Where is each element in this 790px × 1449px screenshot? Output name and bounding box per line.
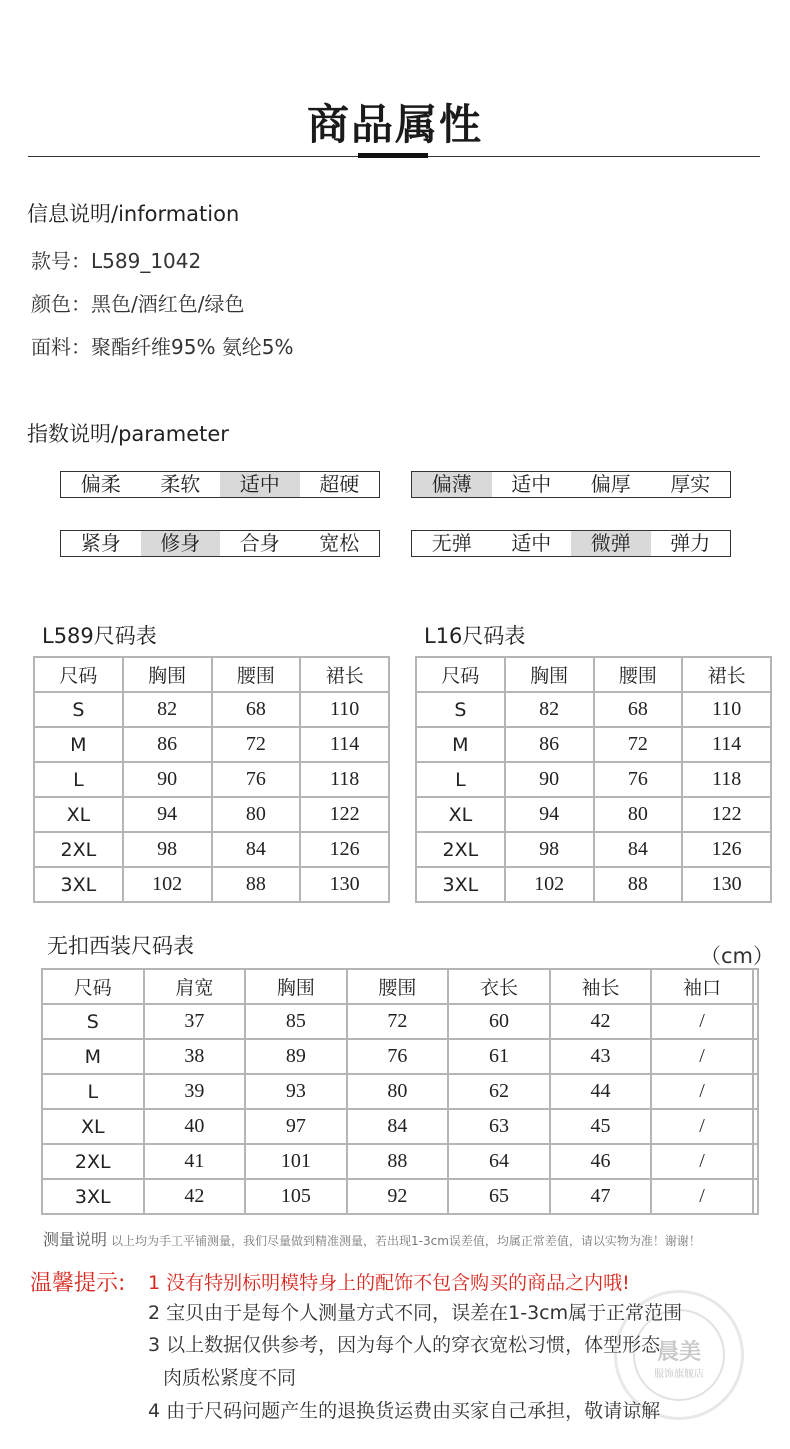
tip-item: 3 以上数据仅供参考，因为每个人的穿衣宽松习惯，体型形态 — [148, 1334, 661, 1356]
table-cell: 102 — [123, 867, 212, 902]
table-cell: 130 — [300, 867, 389, 902]
size-cell: 2XL — [42, 1144, 144, 1179]
table-row — [416, 727, 771, 762]
table-row — [42, 1004, 758, 1039]
header-cell — [753, 969, 758, 1004]
table-cell: 40 — [144, 1109, 246, 1144]
table-cell: 114 — [300, 727, 389, 762]
fit-option: 修身 — [141, 531, 221, 556]
size-cell: M — [42, 1039, 144, 1074]
table-cell: / — [651, 1074, 753, 1109]
table-cell: 80 — [347, 1074, 449, 1109]
table-cell: 84 — [212, 832, 301, 867]
table-header-row — [416, 657, 771, 692]
table-row — [34, 692, 389, 727]
table-cell — [753, 1144, 758, 1179]
table-cell: 94 — [123, 797, 212, 832]
table-cell: / — [651, 1109, 753, 1144]
thickness-option: 适中 — [511, 472, 552, 496]
tip-item: 肉质松紧度不同 — [163, 1367, 297, 1389]
table-cell: 76 — [347, 1039, 449, 1074]
table-cell: 43 — [550, 1039, 652, 1074]
table-row — [42, 1144, 758, 1179]
tips-label: 温馨提示: — [30, 1271, 126, 1296]
table-cell — [753, 1179, 758, 1214]
header-cell: 裙长 — [300, 657, 389, 692]
table-cell: / — [651, 1144, 753, 1179]
header-cell: 袖长 — [550, 969, 652, 1004]
table-row — [42, 1109, 758, 1144]
table-cell: 80 — [594, 797, 683, 832]
table-cell: 42 — [144, 1179, 246, 1214]
table-row — [416, 692, 771, 727]
suit-table-title: 无扣西装尺码表 — [47, 934, 194, 958]
table-cell: 114 — [682, 727, 771, 762]
table-cell: 110 — [300, 692, 389, 727]
elasticity-option: 适中 — [511, 531, 552, 555]
thickness-option: 厚实 — [670, 472, 711, 496]
color-options: 颜色：黑色/酒红色/绿色 — [31, 292, 245, 316]
size-cell: L — [416, 762, 505, 797]
size-cell: 3XL — [416, 867, 505, 902]
table-row — [42, 1179, 758, 1214]
table-cell: 122 — [300, 797, 389, 832]
stamp-subtitle: 服饰旗舰店 — [654, 1369, 704, 1380]
table-row — [416, 797, 771, 832]
table-cell: 82 — [123, 692, 212, 727]
fit-scale — [60, 530, 380, 557]
table-cell: 105 — [245, 1179, 347, 1214]
table-cell: 126 — [300, 832, 389, 867]
table-cell: 41 — [144, 1144, 246, 1179]
table-cell: 92 — [347, 1179, 449, 1214]
size-cell: 2XL — [34, 832, 123, 867]
size-cell: 3XL — [42, 1179, 144, 1214]
softness-option: 适中 — [220, 472, 300, 497]
table-cell: 86 — [505, 727, 594, 762]
softness-option: 偏柔 — [80, 472, 121, 496]
header-cell: 肩宽 — [144, 969, 246, 1004]
l16-size-table — [415, 656, 772, 903]
table-cell: 84 — [594, 832, 683, 867]
size-cell: XL — [416, 797, 505, 832]
size-cell: XL — [34, 797, 123, 832]
measurement-text: 以上均为手工平铺测量，我们尽量做到精准测量，若出现1-3cm误差值，均属正常差值，请以实物为准！谢谢！ — [111, 1234, 701, 1248]
table-row — [416, 832, 771, 867]
table-row — [42, 1039, 758, 1074]
table-cell: 44 — [550, 1074, 652, 1109]
table-cell: 61 — [448, 1039, 550, 1074]
l16-table-title: L16尺码表 — [424, 624, 526, 648]
header-cell: 腰围 — [594, 657, 683, 692]
table-cell: 85 — [245, 1004, 347, 1039]
table-cell: 101 — [245, 1144, 347, 1179]
table-cell: 72 — [212, 727, 301, 762]
table-cell — [753, 1039, 758, 1074]
l589-table-title: L589尺码表 — [42, 624, 157, 648]
title-accent-bar — [358, 153, 428, 158]
table-cell: 90 — [505, 762, 594, 797]
table-cell: 64 — [448, 1144, 550, 1179]
table-row — [416, 762, 771, 797]
size-cell: L — [34, 762, 123, 797]
tip-item: 2 宝贝由于是每个人测量方式不同，误差在1-3cm属于正常范围 — [148, 1302, 683, 1324]
header-cell: 胸围 — [505, 657, 594, 692]
table-cell: 68 — [594, 692, 683, 727]
thickness-option: 偏薄 — [412, 472, 492, 497]
table-cell: 37 — [144, 1004, 246, 1039]
elasticity-option: 无弹 — [431, 531, 472, 555]
elasticity-scale — [411, 530, 731, 557]
table-row — [34, 867, 389, 902]
size-cell: M — [34, 727, 123, 762]
header-cell: 袖口 — [651, 969, 753, 1004]
size-cell: M — [416, 727, 505, 762]
tip-item: 1 没有特别标明模特身上的配饰不包含购买的商品之内哦! — [148, 1272, 630, 1294]
table-cell: 76 — [212, 762, 301, 797]
table-cell: 88 — [347, 1144, 449, 1179]
l589-size-table — [33, 656, 390, 903]
header-cell: 尺码 — [416, 657, 505, 692]
header-cell: 裙长 — [682, 657, 771, 692]
softness-scale — [60, 471, 380, 498]
table-cell: 39 — [144, 1074, 246, 1109]
fit-option: 宽松 — [319, 531, 360, 555]
fit-option: 合身 — [239, 531, 280, 555]
softness-option: 超硬 — [319, 472, 360, 496]
table-cell: 60 — [448, 1004, 550, 1039]
header-cell: 胸围 — [123, 657, 212, 692]
fit-option: 紧身 — [80, 531, 121, 555]
header-cell: 腰围 — [347, 969, 449, 1004]
table-cell: 122 — [682, 797, 771, 832]
table-cell — [753, 1074, 758, 1109]
tip-item: 4 由于尺码问题产生的退换货运费由买家自己承担，敬请谅解 — [148, 1400, 661, 1422]
table-row — [34, 832, 389, 867]
size-cell: L — [42, 1074, 144, 1109]
parameter-heading: 指数说明/parameter — [27, 422, 229, 446]
table-cell: / — [651, 1004, 753, 1039]
table-cell: 118 — [682, 762, 771, 797]
size-cell: S — [34, 692, 123, 727]
table-cell: 90 — [123, 762, 212, 797]
thickness-scale — [411, 471, 731, 498]
table-cell: 45 — [550, 1109, 652, 1144]
table-cell: 82 — [505, 692, 594, 727]
header-cell: 腰围 — [212, 657, 301, 692]
size-cell: 3XL — [34, 867, 123, 902]
table-cell: 110 — [682, 692, 771, 727]
table-header-row — [42, 969, 758, 1004]
size-cell: XL — [42, 1109, 144, 1144]
table-cell: 80 — [212, 797, 301, 832]
table-cell: 89 — [245, 1039, 347, 1074]
table-cell: 72 — [594, 727, 683, 762]
table-cell — [753, 1004, 758, 1039]
table-cell: 88 — [594, 867, 683, 902]
table-cell: 88 — [212, 867, 301, 902]
unit-label: （cm） — [700, 944, 775, 968]
table-cell: 68 — [212, 692, 301, 727]
measurement-label: 测量说明 — [43, 1230, 108, 1249]
size-cell: S — [42, 1004, 144, 1039]
page-title: 商品属性 — [306, 100, 483, 149]
table-cell: 46 — [550, 1144, 652, 1179]
table-cell: 93 — [245, 1074, 347, 1109]
table-cell: 63 — [448, 1109, 550, 1144]
measurement-note — [43, 1227, 701, 1250]
header-cell: 尺码 — [42, 969, 144, 1004]
table-cell: 98 — [123, 832, 212, 867]
style-number: 款号：L589_1042 — [31, 249, 202, 273]
table-header-row — [34, 657, 389, 692]
table-cell: 38 — [144, 1039, 246, 1074]
table-row — [34, 797, 389, 832]
table-cell: 126 — [682, 832, 771, 867]
table-cell: 118 — [300, 762, 389, 797]
table-cell: 98 — [505, 832, 594, 867]
thickness-option: 偏厚 — [590, 472, 631, 496]
table-cell: 94 — [505, 797, 594, 832]
table-row — [34, 727, 389, 762]
elasticity-option: 弹力 — [670, 531, 711, 555]
fabric-composition: 面料：聚酯纤维95% 氨纶5% — [31, 335, 294, 359]
header-cell: 尺码 — [34, 657, 123, 692]
elasticity-option: 微弹 — [571, 531, 651, 556]
table-cell: 62 — [448, 1074, 550, 1109]
info-heading: 信息说明/information — [27, 202, 240, 226]
table-cell: 65 — [448, 1179, 550, 1214]
table-cell: 42 — [550, 1004, 652, 1039]
table-cell: / — [651, 1179, 753, 1214]
table-cell: 86 — [123, 727, 212, 762]
suit-size-table — [41, 968, 759, 1215]
size-cell: 2XL — [416, 832, 505, 867]
header-cell: 衣长 — [448, 969, 550, 1004]
table-row — [34, 762, 389, 797]
table-cell — [753, 1109, 758, 1144]
table-cell: 97 — [245, 1109, 347, 1144]
table-cell: 130 — [682, 867, 771, 902]
table-cell: 76 — [594, 762, 683, 797]
table-cell: 102 — [505, 867, 594, 902]
table-cell: 72 — [347, 1004, 449, 1039]
stamp-brand: 晨美 — [656, 1340, 701, 1365]
size-cell: S — [416, 692, 505, 727]
table-cell: 47 — [550, 1179, 652, 1214]
table-row — [42, 1074, 758, 1109]
table-cell: / — [651, 1039, 753, 1074]
table-cell: 84 — [347, 1109, 449, 1144]
header-cell: 胸围 — [245, 969, 347, 1004]
softness-option: 柔软 — [160, 472, 201, 496]
table-row — [416, 867, 771, 902]
